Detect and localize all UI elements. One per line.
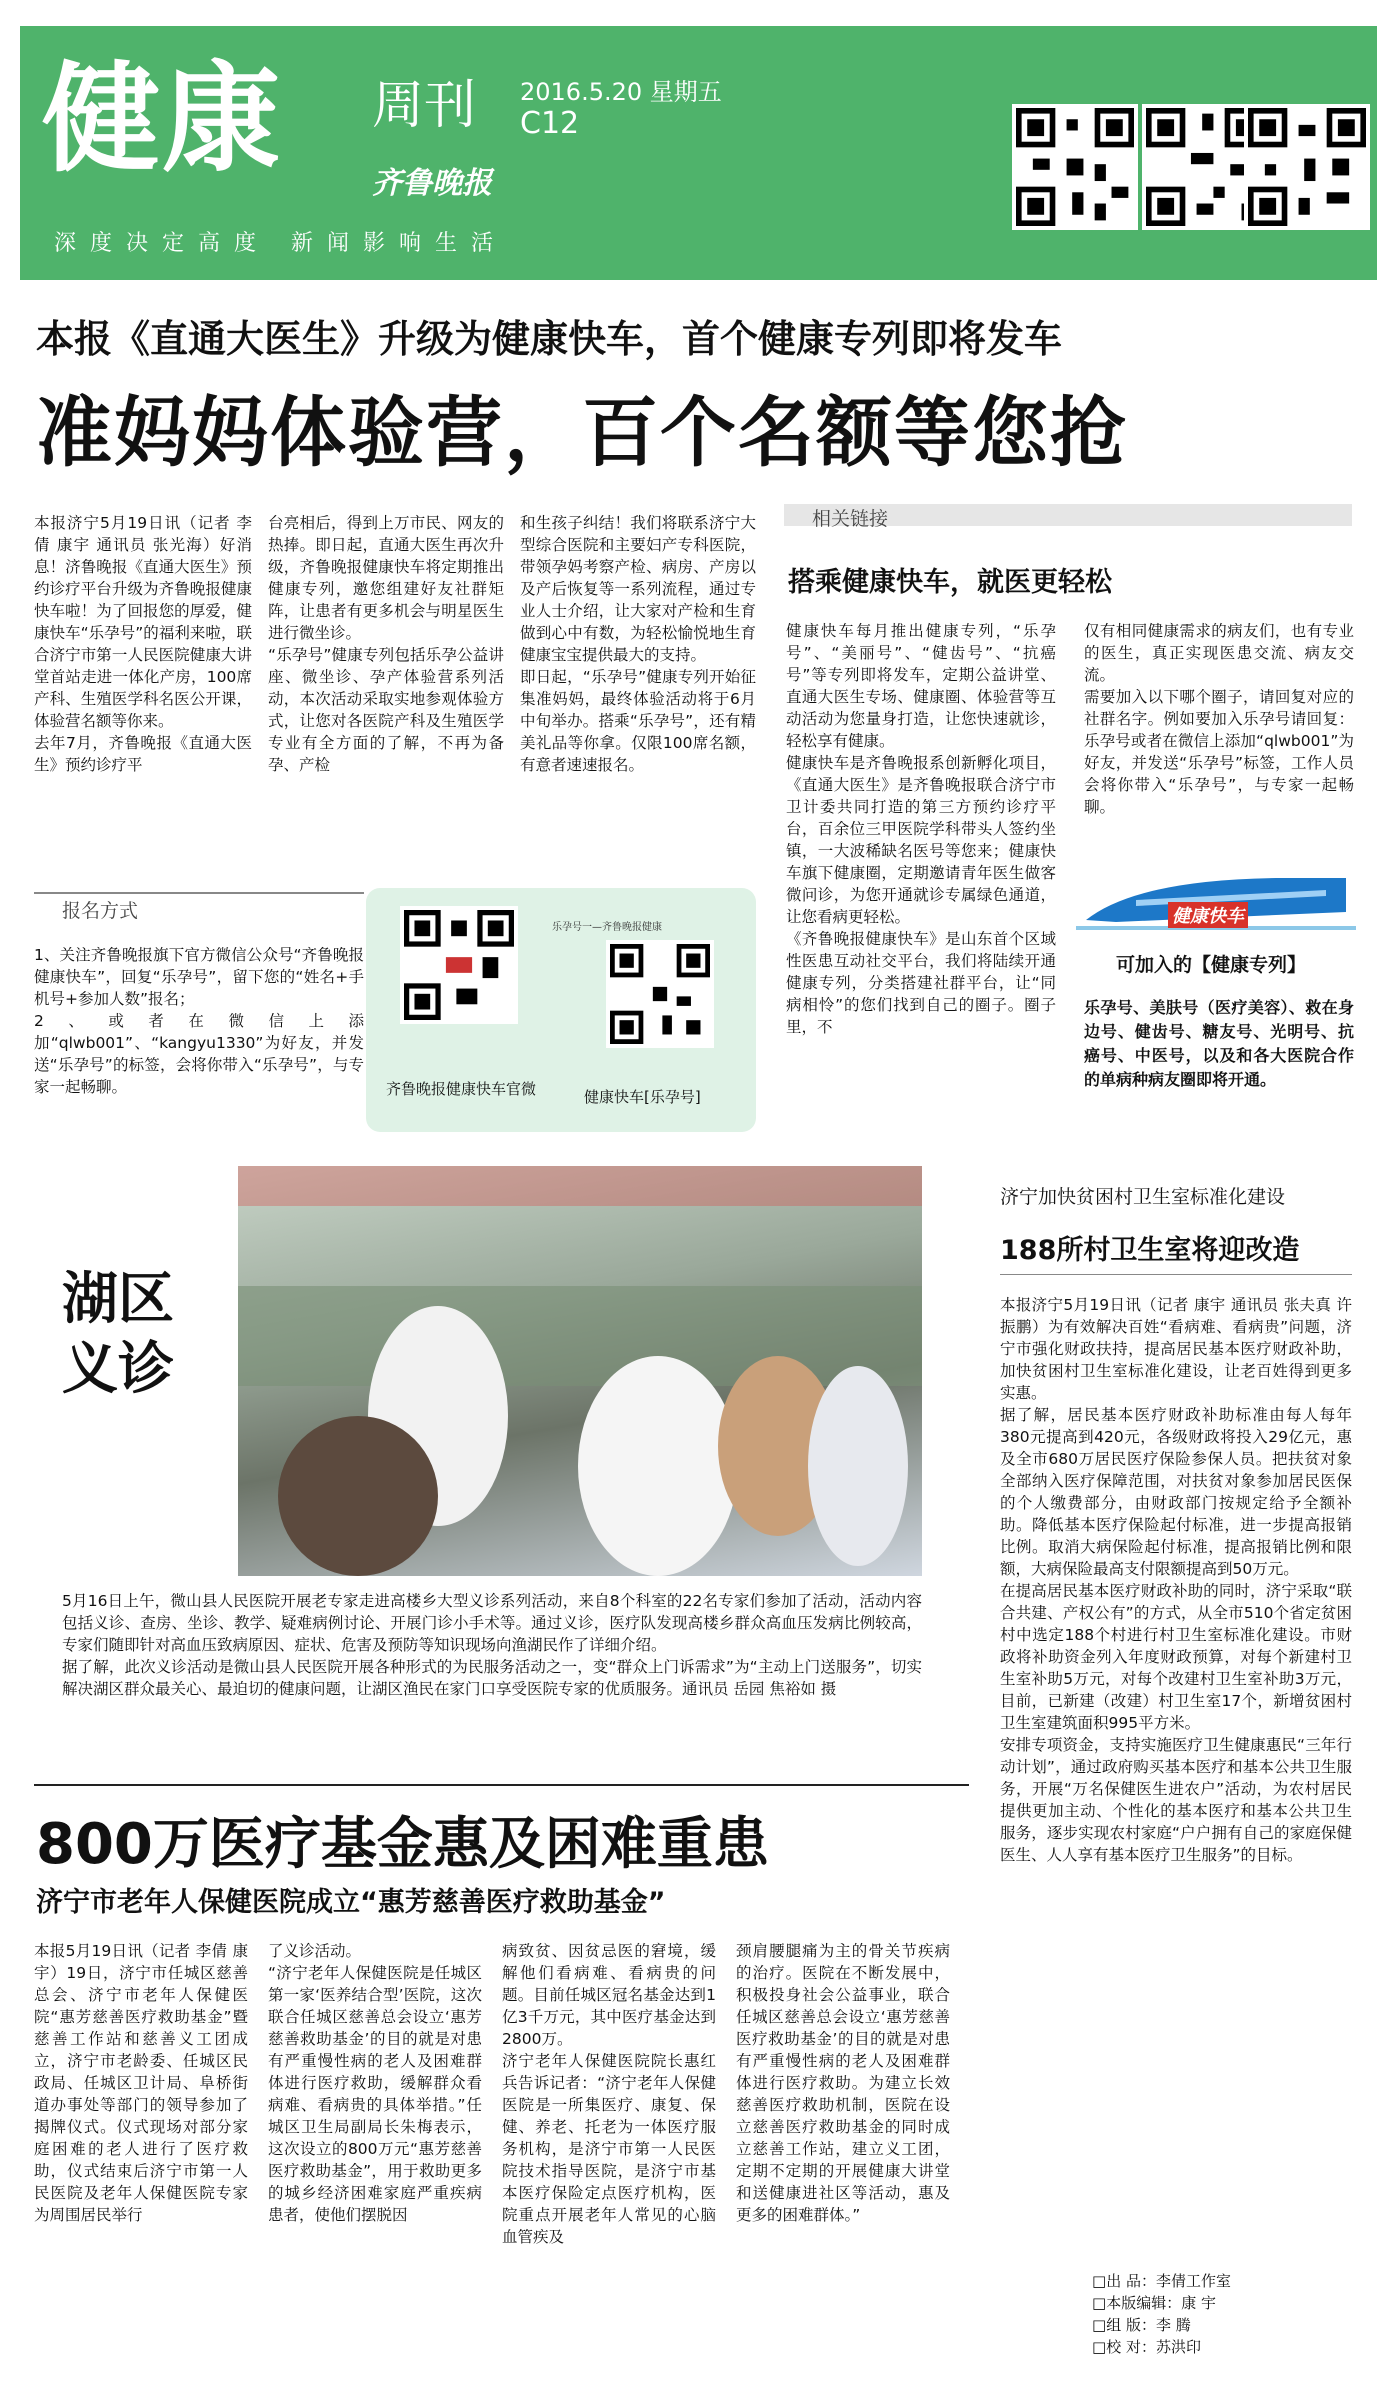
signup-title: 报名方式 [62,900,139,922]
fund-column-4: 颈肩腰腿痛为主的骨关节疾病的治疗。医院在不断发展中，积极投身社会公益事业，联合任城区慈善总会设立‘惠芳慈善医疗救助基金’的目的就是对患有严重慢性病的老人及困难群体进行医疗救助。为建立长效慈善医疗救助机制，医院在设立慈善医疗救助基金的同时成立慈善工作站，建立义工团，定期不定期的开展健康大讲堂和送健康进社区等活动，惠及更多的困难群体。” [736,1942,950,2224]
related-column-2: 仅有相同健康需求的病友们，也有专业的医生，真正实现医患交流、病友交流。 需要加入以下哪个圈子，请回复对应的社群名字。例如要加入乐孕号请回复：乐孕号或者在微信上添加“qlwb001”为好友，并发送“乐孕号”标签，工作人员会将你带入“乐孕号”，与专家一起畅聊。 [1084,622,1354,816]
divider [1000,1274,1352,1275]
qr-pattern [1248,108,1366,226]
page-number: C12 [520,106,580,141]
related-title: 搭乘健康快车，就医更轻松 [788,567,1112,598]
fund-column-3: 病致贫、因贫忌医的窘境，缓解他们看病难、看病贵的问题。目前任城区冠名基金达到1亿3千万元，其中医疗基金达到2800万。 济宁老年人保健医院院长惠红兵告诉记者：“济宁老年人保健医院是一所集医疗、康复、保健、养老、托老为一体医疗服务机构，是济宁市第一人民医院技术指导医院，是济宁市基本医疗保险定点医疗机构，医院重点开展老年人常见的心脑血管疾及 [502,1942,716,2246]
credit-label: 组 版 [1106,2316,1141,2334]
credit-value: ：苏洪印 [1140,2338,1201,2356]
photo-title-line-1: 湖区 [62,1267,174,1332]
credit-row: □校 对：苏洪印 [1092,2338,1201,2356]
issue-date: 2016.5.20 星期五 [520,78,722,106]
masthead-paper-name: 齐鲁晚报 [372,166,492,201]
credit-row: □本版编辑：康 宇 [1092,2294,1216,2312]
village-kicker: 济宁加快贫困村卫生室标准化建设 [1000,1186,1286,1208]
masthead-title: 健康 [42,50,283,188]
photo-title-line-2: 义诊 [62,1337,174,1402]
fund-column-1: 本报5月19日讯（记者 李倩 康宇）19日，济宁市任城区慈善总会、济宁市老年人保健医院“惠芳慈善医疗救助基金”暨慈善工作站和慈善义工团成立，济宁市老龄委、任城区民政局、任城区卫计局、阜桥街道办事处等部门的领导参加了揭牌仪式。仪式现场对部分家庭困难的老人进行了医疗救助，仪式结束后济宁市第一人民医院及老年人保健医院专家为周围居民举行 [34,1942,248,2224]
photo-doctor [578,1356,738,1576]
qr-code-icon[interactable] [606,940,714,1048]
masthead-supplement: 周刊 [372,76,477,136]
related-column-1: 健康快车每月推出健康专列，“乐孕号”、“美丽号”、“健齿号”、“抗癌号”等专列即将发车，定期公益讲堂、直通大医生专场、健康圈、体验营等互动活动为您量身打造，让您快速就诊，轻松享有健康。 健康快车是齐鲁晚报系创新孵化项目，《直通大医生》是齐鲁晚报联合济宁市卫计委共同打造的第三方预约诊疗平台，百余位三甲医院学科带头人签约坐镇，一大波稀缺名医号等您来；健康快车旗下健康圈，定期邀请青年医生做客微问诊，为您开通就诊专属绿色通道，让您看病更轻松。 《齐鲁晚报健康快车》是山东首个区域性医患互动社交平台，我们将陆续开通健康专列，分类搭建社群平台，让“同病相怜”的您们找到自己的圈子。圈子里，不 [786,622,1056,1036]
qr-code-icon[interactable] [1012,104,1138,230]
credit-value: ：李 腾 [1140,2316,1191,2334]
credit-label: 出 品 [1106,2272,1141,2290]
photo-caption: 5月16日上午，微山县人民医院开展老专家走进高楼乡大型义诊系列活动，来自8个科室的22名专家们参加了活动，活动内容包括义诊、查房、坐诊、教学、疑难病例讨论、开展门诊小手术等。通过义诊，医疗队发现高楼乡群众高血压发病比例较高，专家们随即针对高血压致病原因、症状、危害及预防等知识现场向渔湖民作了详细介绍。 据了解，此次义诊活动是微山县人民医院开展各种形式的为民服务活动之一，变“群众上门诉需求”为“主动上门送服务”，切实解决湖区群众最关心、最迫切的健康问题，让湖区渔民在家门口享受医院专家的优质服务。通讯员 岳园 焦裕如 摄 [62,1592,922,1698]
credit-label: 本版编辑 [1106,2294,1167,2312]
divider [34,1784,969,1786]
photo-lake [238,1286,922,1386]
village-body: 本报济宁5月19日讯（记者 康宇 通讯员 张夫真 许振鹏）为有效解决百姓“看病难、看病贵”问题，济宁市强化财政扶持，提高居民基本医疗财政补助，加快贫困村卫生室标准化建设，让老百姓得到更多实惠。 据了解，居民基本医疗财政补助标准由每人每年380元提高到420元，各级财政将投入29亿元，惠及全市680万居民医疗保险参保人员。把扶贫对象全部纳入医疗保障范围，对扶贫对象参加居民医保的个人缴费部分，由财政部门按规定给予全额补助。降低基本医疗保险起付标准，进一步提高报销比例。取消大病保险起付标准，提高报销比例和限额，大病保险最高支付限额提高到50万元。 在提高居民基本医疗财政补助的同时，济宁采取“联合共建、产权公有”的方式，从全市510个省定贫困村中选定188个村进行村卫生室标准化建设。市财政将补助资金列入年度财政预算，对每个新建村卫生室补助5万元，对每个改建村卫生室补助3万元，目前，已新建（改建）村卫生室17个，新增贫困村卫生室建筑面积995平方米。 安排专项资金，支持实施医疗卫生健康惠民“三年行动计划”，通过政府购买基本医疗和基本公共卫生服务，开展“万名保健医生进农户”活动，为农村居民提供更加主动、个性化的基本医疗和基本公共卫生服务，逐步实现农村家庭“户户拥有自己的家庭保健医生、人人享有基本医疗卫生服务”的目标。 [1000,1296,1352,1864]
credit-label: 校 对 [1106,2338,1141,2356]
masthead-slogan: 深度决定高度 新闻影响生活 [54,231,507,256]
qr2-label: 健康快车[乐孕号] [584,1088,701,1106]
qr-code-icon[interactable] [1244,104,1370,230]
qr1-label: 齐鲁晚报健康快车官微 [386,1080,537,1098]
qr-pattern [610,944,710,1044]
photo-bystander [808,1366,908,1566]
qr-pattern [404,910,514,1020]
related-can-join: 可加入的【健康专列】 [1116,954,1307,976]
fund-column-2: 了义诊活动。 “济宁老年人保健医院是任城区第一家‘医养结合型’医院，这次联合任城区慈善总会设立‘惠芳慈善救助基金’的目的就是对患有严重慢性病的老人及困难群体进行医疗救助，缓解群众看病难、看病贵的具体举措。”任城区卫生局副局长朱梅表示，这次设立的800万元“惠芳慈善医疗救助基金”，用于救助更多的城乡经济困难家庭严重疾病患者，使他们摆脱因 [268,1942,482,2224]
lead-column-1: 本报济宁5月19日讯（记者 李倩 康宇 通讯员 张光海）好消息！济鲁晚报《直通大医生》预约诊疗平台升级为齐鲁晚报健康快车啦！为了回报您的厚爱，健康快车“乐孕号”的福利来啦，联合济宁市第一人民医院健康大讲堂首站走进一体化产房，100席产科、生殖医学科名医公开课，体验营名额等你来。 去年7月，齐鲁晚报《直通大医生》预约诊疗平 [34,514,252,774]
qr2-header: 乐孕号一—齐鲁晚报健康 [552,922,662,933]
signup-text: 1、关注齐鲁晚报旗下官方微信公众号“齐鲁晚报健康快车”，回复“乐孕号”，留下您的“姓名+手机号+参加人数”报名； 2、或者在微信上添加“qlwb001”、“kangyu1330”为好友，并发送“乐孕号”的标签，会将你带入“乐孕号”，与专家一起畅聊。 [34,946,364,1096]
village-headline: 188所村卫生室将迎改造 [1000,1235,1300,1266]
related-list: 乐孕号、美肤号（医疗美容）、救在身边号、健齿号、糖友号、光明号、抗癌号、中医号，以及和各大医院合作的单病种病友圈即将开通。 [1084,998,1354,1089]
qr-code-icon[interactable] [400,906,518,1024]
credit-value: ：康 宇 [1166,2294,1216,2312]
lead-headline: 准妈妈体验营，百个名额等您抢 [36,388,1128,477]
train-label: 健康快车 [1168,902,1248,928]
lead-column-3: 和生孩子纠结！我们将联系济宁大型综合医院和主要妇产专科医院，带领孕妈考察产检、病房、产房以及产后恢复等一系列流程，通过专业人士介绍，让大家对产检和生育做到心中有数，为轻松愉悦地生育健康宝宝提供最大的支持。 即日起，“乐孕号”健康专列开始征集准妈妈，最终体验活动将于6月中旬举办。搭乘“乐孕号”，还有精美礼品等你拿。仅限100席名额，有意者速速报名。 [520,514,756,774]
fund-subhead: 济宁市老年人保健医院成立“惠芳慈善医疗救助基金” [36,1887,666,1918]
qr-pattern [1016,108,1134,226]
clinic-photo [238,1166,922,1576]
train-icon [1076,860,1356,940]
fund-headline: 800万医疗基金惠及困难重患 [36,1812,769,1877]
lead-column-2: 台亮相后，得到上万市民、网友的热捧。即日起，直通大医生再次升级，齐鲁晚报健康快车将定期推出健康专列，邀您组建好友社群矩阵，让患者有更多机会与明星医生进行微坐诊。 “乐孕号”健康专列包括乐孕公益讲座、微坐诊、孕产体验营系列活动，本次活动采取实地参观体验方式，让您对各医院产科及生殖医学专业有全方面的了解，不再为备孕、产检 [268,514,504,774]
credit-row: □组 版：李 腾 [1092,2316,1191,2334]
photo-scene [238,1166,922,1576]
photo-canopy [238,1166,922,1206]
related-box-title: 相关链接 [812,508,889,530]
photo-patient [278,1416,438,1576]
credits-table [1092,2270,1231,2358]
credit-row: □出 品：李倩工作室 [1092,2272,1231,2290]
lead-kicker: 本报《直通大医生》升级为健康快车，首个健康专列即将发车 [36,317,1063,361]
credit-value: ：李倩工作室 [1140,2272,1231,2290]
divider [34,892,364,894]
